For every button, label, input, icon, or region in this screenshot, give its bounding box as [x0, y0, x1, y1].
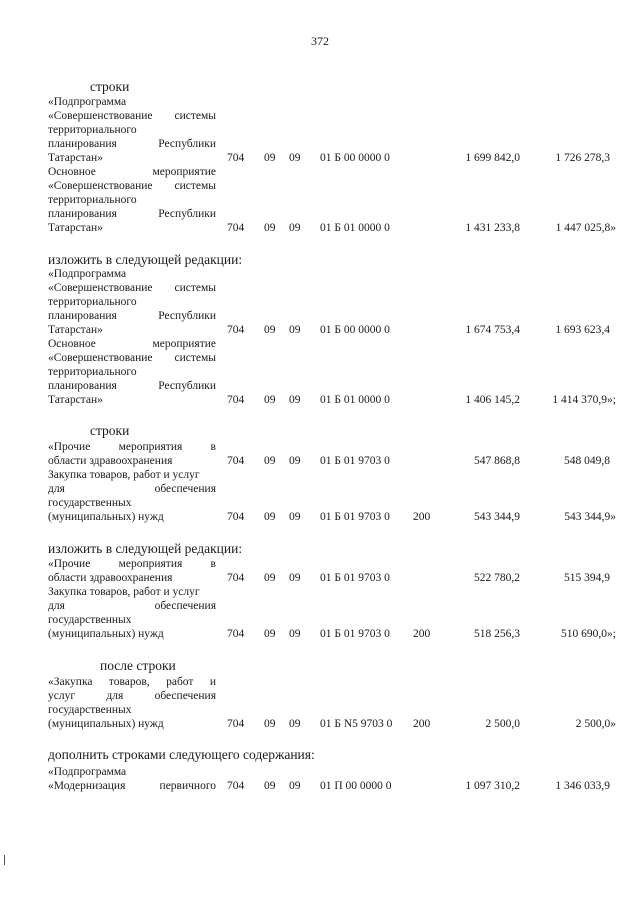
- target-article-code: 01 Б 01 0000 0: [320, 222, 390, 234]
- target-article-code: 01 П 00 0000 0: [320, 780, 392, 792]
- amount-year-2: 2 500,0»: [575, 718, 616, 730]
- description-line: услуг для обеспечения: [48, 690, 216, 702]
- row-codes: [0, 151, 640, 165]
- amount-year-1: 547 868,8: [474, 455, 520, 467]
- target-article-code: 01 Б 00 0000 0: [320, 324, 390, 336]
- description-line: Основное мероприятие: [48, 338, 216, 350]
- description-line: для обеспечения: [48, 600, 216, 612]
- row-codes: [0, 627, 640, 641]
- description-line: территориального: [48, 296, 137, 308]
- description-line: территориального: [48, 366, 137, 378]
- section-heading: изложить в следующей редакции:: [48, 541, 243, 556]
- ministry-code: 704: [227, 572, 245, 584]
- description-line: «Совершенствование системы: [48, 180, 216, 192]
- amount-year-1: 1 431 233,8: [465, 222, 520, 234]
- ministry-code: 704: [227, 511, 245, 523]
- description-line: Закупка товаров, работ и услуг: [48, 469, 200, 481]
- subsection-code: 09: [289, 324, 301, 336]
- description-line: государственных: [48, 614, 132, 626]
- description-line: планирования Республики: [48, 380, 216, 392]
- description-line: «Подпрограмма: [48, 268, 127, 280]
- ministry-code: 704: [227, 628, 245, 640]
- description-line: (муниципальных) нужд: [48, 628, 164, 640]
- amount-year-1: 2 500,0: [485, 718, 520, 730]
- amount-year-2: 543 344,9»: [564, 511, 616, 523]
- section-code: 09: [264, 222, 276, 234]
- amount-year-2: 1 693 623,4: [555, 324, 610, 336]
- target-article-code: 01 Б 01 9703 0: [320, 511, 390, 523]
- row-codes: [0, 717, 640, 731]
- description-line: государственных: [48, 497, 132, 509]
- row-codes: [0, 221, 640, 235]
- description-line: (муниципальных) нужд: [48, 718, 164, 730]
- subsection-code: 09: [289, 511, 301, 523]
- section-code: 09: [264, 455, 276, 467]
- section-code: 09: [264, 394, 276, 406]
- subsection-code: 09: [289, 572, 301, 584]
- section-heading: после строки: [100, 658, 176, 673]
- description-line: «Подпрограмма: [48, 766, 127, 778]
- ministry-code: 704: [227, 718, 245, 730]
- expense-type-code: 200: [413, 628, 431, 640]
- description-line: области здравоохранения: [48, 455, 173, 467]
- description-line: Татарстан»: [48, 324, 103, 336]
- description-line: планирования Республики: [48, 208, 216, 220]
- section-heading: строки: [90, 79, 130, 94]
- section-code: 09: [264, 511, 276, 523]
- section-code: 09: [264, 628, 276, 640]
- description-line: Татарстан»: [48, 222, 103, 234]
- description-line: «Подпрограмма: [48, 96, 127, 108]
- subsection-code: 09: [289, 718, 301, 730]
- description-line: территориального: [48, 124, 137, 136]
- ministry-code: 704: [227, 152, 245, 164]
- amount-year-2: 1 414 370,9»;: [552, 394, 616, 406]
- row-codes: [0, 454, 640, 468]
- ministry-code: 704: [227, 394, 245, 406]
- row-codes: [0, 510, 640, 524]
- subsection-code: 09: [289, 628, 301, 640]
- amount-year-2: 1 447 025,8»: [555, 222, 616, 234]
- amount-year-1: 543 344,9: [474, 511, 520, 523]
- description-line: Татарстан»: [48, 394, 103, 406]
- row-codes: [0, 393, 640, 407]
- subsection-code: 09: [289, 455, 301, 467]
- section-code: 09: [264, 152, 276, 164]
- row-codes: [0, 779, 640, 793]
- expense-type-code: 200: [413, 718, 431, 730]
- description-line: «Прочие мероприятия в: [48, 558, 216, 570]
- ministry-code: 704: [227, 780, 245, 792]
- description-line: «Модернизация первичного: [48, 780, 216, 792]
- description-line: планирования Республики: [48, 310, 216, 322]
- description-line: Татарстан»: [48, 152, 103, 164]
- subsection-code: 09: [289, 780, 301, 792]
- section-code: 09: [264, 718, 276, 730]
- subsection-code: 09: [289, 222, 301, 234]
- description-line: «Закупка товаров, работ и: [48, 676, 216, 688]
- description-line: «Совершенствование системы: [48, 352, 216, 364]
- description-line: «Совершенствование системы: [48, 282, 216, 294]
- target-article-code: 01 Б 01 0000 0: [320, 394, 390, 406]
- ministry-code: 704: [227, 222, 245, 234]
- target-article-code: 01 Б 00 0000 0: [320, 152, 390, 164]
- description-line: Основное мероприятие: [48, 166, 216, 178]
- amount-year-1: 518 256,3: [474, 628, 520, 640]
- section-heading: изложить в следующей редакции:: [48, 252, 243, 267]
- amount-year-2: 548 049,8: [564, 455, 610, 467]
- section-code: 09: [264, 572, 276, 584]
- section-heading: дополнить строками следующего содержания:: [48, 747, 315, 762]
- description-line: «Прочие мероприятия в: [48, 441, 216, 453]
- section-heading: строки: [90, 423, 130, 438]
- amount-year-1: 522 780,2: [474, 572, 520, 584]
- description-line: территориального: [48, 194, 137, 206]
- row-codes: [0, 323, 640, 337]
- subsection-code: 09: [289, 394, 301, 406]
- target-article-code: 01 Б N5 9703 0: [320, 718, 393, 730]
- section-code: 09: [264, 780, 276, 792]
- row-codes: [0, 571, 640, 585]
- amount-year-2: 1 346 033,9: [555, 780, 610, 792]
- description-line: планирования Республики: [48, 138, 216, 150]
- target-article-code: 01 Б 01 9703 0: [320, 572, 390, 584]
- target-article-code: 01 Б 01 9703 0: [320, 628, 390, 640]
- description-line: (муниципальных) нужд: [48, 511, 164, 523]
- amount-year-1: 1 097 310,2: [465, 780, 520, 792]
- page-number: 372: [311, 34, 329, 48]
- description-line: «Совершенствование системы: [48, 110, 216, 122]
- subsection-code: 09: [289, 152, 301, 164]
- amount-year-2: 510 690,0»;: [561, 628, 616, 640]
- target-article-code: 01 Б 01 9703 0: [320, 455, 390, 467]
- ministry-code: 704: [227, 455, 245, 467]
- amount-year-1: 1 674 753,4: [465, 324, 520, 336]
- amount-year-2: 1 726 278,3: [555, 152, 610, 164]
- amount-year-1: 1 699 842,0: [465, 152, 520, 164]
- amount-year-2: 515 394,9: [564, 572, 610, 584]
- scan-mark: [4, 855, 5, 865]
- expense-type-code: 200: [413, 511, 431, 523]
- description-line: государственных: [48, 704, 132, 716]
- amount-year-1: 1 406 145,2: [465, 394, 520, 406]
- ministry-code: 704: [227, 324, 245, 336]
- description-line: Закупка товаров, работ и услуг: [48, 586, 200, 598]
- description-line: для обеспечения: [48, 483, 216, 495]
- description-line: области здравоохранения: [48, 572, 173, 584]
- section-code: 09: [264, 324, 276, 336]
